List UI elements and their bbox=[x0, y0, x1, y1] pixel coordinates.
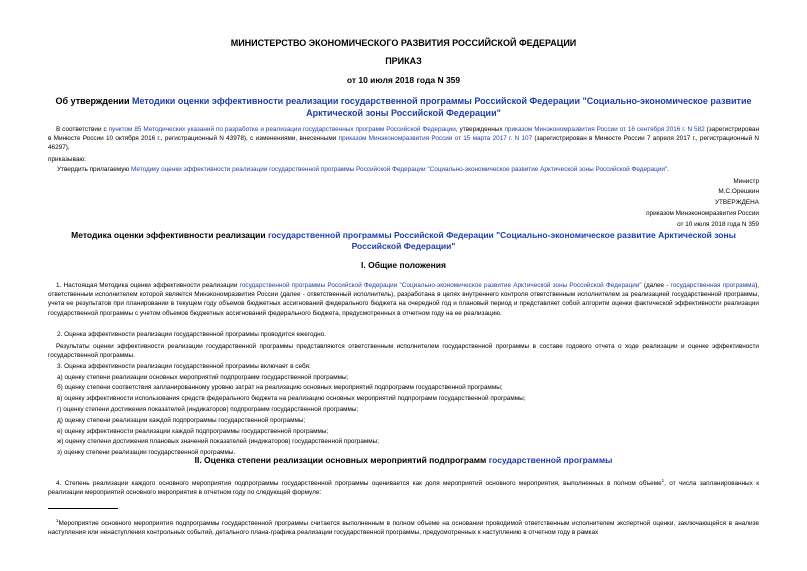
section-2-heading bbox=[48, 455, 759, 465]
preamble-text: (зарегистрирован в Минюсте России 7 апреля 2017 г., регистрационный N 46297), bbox=[48, 135, 759, 152]
list-item: а) оценку степени реализации основных мероприятий подпрограмм государственной программы; bbox=[57, 374, 349, 381]
p1-text: (далее - bbox=[641, 282, 671, 289]
approve-end: . bbox=[667, 166, 670, 173]
approved-label: УТВЕРЖДЕНА bbox=[714, 199, 759, 206]
p1-text: ), ответственным исполнителем которой является Минэкономразвития России (далее - ответственный исполнитель), разработана в целях внутреннего контроля ответственным исполнителем за реализацией государственной программы, учета ее результатов при планировании в текущем году объемов бюджетных ассигнований федерального бюджета на очередной год и плановый период и представляет собой алгоритм оценки фактической эффективности реализации государственной программы с учетом объемов бюджетных ассигнований федерального бюджета, предусмотренных в отчетном году на ее реализацию. bbox=[48, 282, 759, 317]
p4-text: , от числа запланированных к реализации мероприятий основного мероприятия в отчетном году по следующей формуле: bbox=[48, 480, 759, 497]
minister-name: М.С.Орешкин bbox=[718, 188, 759, 195]
preamble-paragraph bbox=[48, 125, 759, 153]
method-title bbox=[58, 230, 749, 252]
method-title-prefix: Методика оценки эффективности реализации bbox=[71, 230, 268, 240]
list-item: д) оценку степени реализации каждой подпрограммы государственной программы; bbox=[57, 417, 306, 424]
paragraph-3: 3. Оценка эффективности реализации государственной программы включает в себя: bbox=[57, 363, 311, 370]
program-short-link[interactable]: государственная программа bbox=[670, 282, 756, 289]
order-date: от 10 июля 2018 года N 359 bbox=[346, 75, 461, 85]
orders-text: приказываю: bbox=[48, 156, 86, 163]
list-item: в) оценку эффективности использования средств федерального бюджета на реализацию основных мероприятий подпрограмм государственной программы; bbox=[57, 395, 526, 402]
approved-order-date: от 10 июля 2018 года N 359 bbox=[677, 221, 759, 228]
order-title: ПРИКАЗ bbox=[385, 56, 422, 66]
list-item: з) оценку степени реализации государственной программы. bbox=[57, 449, 236, 456]
approved-by-order: приказом Минэкономразвития России bbox=[646, 210, 759, 217]
order-subject-prefix: Об утверждении bbox=[55, 96, 132, 106]
paragraph-2: 2. Оценка эффективности реализации государственной программы проводится ежегодно. bbox=[57, 331, 326, 338]
order-subject bbox=[48, 95, 759, 119]
section-2-heading-prefix: II. Оценка степени реализации основных мероприятий подпрограмм bbox=[194, 455, 489, 465]
method-title-link[interactable]: государственной программы Российской Федерации "Социально-экономическое развитие Арктической зоны Российской Федерации" bbox=[267, 230, 736, 251]
footnote bbox=[48, 516, 759, 538]
p1-text: 1. Настоящая Методика оценки эффективности реализации bbox=[56, 282, 240, 289]
order-107-link[interactable]: приказом Минэкономразвития России от 15 марта 2017 г. N 107 bbox=[338, 135, 533, 143]
list-item: г) оценку степени достижения показателей (индикаторов) подпрограмм государственной программы; bbox=[57, 406, 359, 413]
program-link[interactable]: государственной программы Российской Федерации "Социально-экономическое развитие Арктической зоны Российской Федерации" bbox=[239, 282, 642, 289]
section-2-program-link[interactable]: государственной программы bbox=[488, 455, 613, 465]
preamble-text: , утвержденных bbox=[455, 126, 505, 133]
footnote-text: Мероприятие основного мероприятия подпрограммы государственной программы считается выполненным в полном объеме на основании проводимой ответственным исполнителем экспертной оценки, заключающейся в анализе наступления или ненаступления контрольных событий, детального плана-графика реализации государственной программы, предусмотренных к наступлению в отчетном году в рамках bbox=[48, 520, 759, 537]
paragraph-2b: Результаты оценки эффективности реализации государственной программы представляются ответственным исполнителем государственной программы в составе годового отчета о ходе реализации и оценке эффективности государственной программы. bbox=[48, 343, 759, 360]
paragraph-4 bbox=[48, 476, 759, 498]
guidelines-link[interactable]: пунктом 85 Методических указаний по разработке и реализации государственных программ Российской Федерации bbox=[108, 126, 456, 133]
footnote-divider bbox=[48, 508, 118, 509]
order-582-link[interactable]: приказом Минэкономразвития России от 16 сентября 2016 г. N 582 bbox=[504, 126, 705, 133]
method-link[interactable]: Методики оценки эффективности реализации государственной программы Российской Федерации "Социально-экономическое развитие Арктической зоны Российской Федерации" bbox=[132, 96, 752, 118]
section-1-heading: I. Общие положения bbox=[361, 260, 446, 270]
footnote-ref[interactable]: 1 bbox=[661, 478, 665, 483]
approve-paragraph bbox=[57, 165, 669, 174]
p4-text: 4. Степень реализации каждого основного мероприятия подпрограммы государственной программы оценивается как доля мероприятий основного мероприятия, выполненных в полном объеме bbox=[56, 480, 662, 488]
minister-position: Министр bbox=[733, 178, 759, 185]
list-item: е) оценку эффективности реализации каждой подпрограммы государственной программы; bbox=[57, 428, 329, 435]
paragraph-1 bbox=[48, 281, 759, 318]
approve-text: Утвердить прилагаемую bbox=[57, 166, 131, 173]
preamble-text: (зарегистрирован в Минюсте России 10 октября 2016 г., регистрационный N 43978), с изменениями, внесенными bbox=[48, 126, 759, 143]
approve-method-link[interactable]: Методику оценки эффективности реализации государственной программы Российской Федерации "Социально-экономическое развитие Арктической зоны Российской Федерации" bbox=[131, 166, 668, 173]
list-item: ж) оценку степени достижения плановых значений показателей (индикаторов) государственной программы; bbox=[57, 438, 380, 445]
ministry-title: МИНИСТЕРСТВО ЭКОНОМИЧЕСКОГО РАЗВИТИЯ РОССИЙСКОЙ ФЕДЕРАЦИИ bbox=[230, 38, 577, 48]
preamble-text: В соответствии с bbox=[56, 126, 109, 133]
footnote-mark: 1 bbox=[56, 518, 59, 523]
list-item: б) оценку степени соответствия запланированному уровню затрат на реализацию основных мероприятий подпрограмм государственной программы; bbox=[57, 384, 503, 391]
